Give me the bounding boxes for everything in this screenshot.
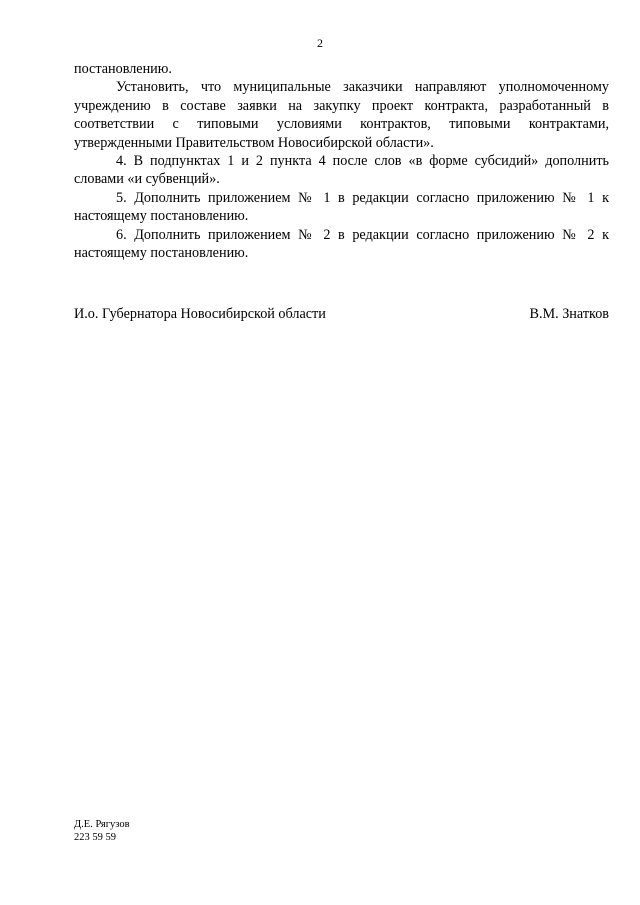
paragraph-item-5: 5. Дополнить приложением № 1 в редакции согласно приложению № 1 к настоящему постановлению. — [74, 189, 609, 225]
executor-footer — [74, 818, 130, 844]
paragraph-continuation: постановлению. — [74, 61, 172, 77]
signatory-position: И.о. Губернатора Новосибирской области — [74, 306, 326, 322]
executor-phone: 223 59 59 — [74, 832, 116, 843]
signature-block — [74, 306, 609, 323]
page-number: 2 — [317, 36, 323, 50]
paragraph-item-6: 6. Дополнить приложением № 2 в редакции согласно приложению № 2 к настоящему постановлению. — [74, 226, 609, 262]
document-body — [74, 60, 609, 262]
executor-name: Д.Е. Рягузов — [74, 819, 130, 830]
paragraph-item-4: 4. В подпунктах 1 и 2 пункта 4 после слов «в форме субсидий» дополнить словами «и субвенций». — [74, 153, 609, 188]
paragraph-establish: Установить, что муниципальные заказчики направляют уполномоченному учреждению в составе заявки на закупку проект контракта, разработанный в соответствии с типовыми условиями контрактов, типовыми контрактами, утвержденными Правительством Новосибирской области». — [74, 79, 609, 151]
signatory-name: В.М. Знатков — [529, 306, 609, 322]
